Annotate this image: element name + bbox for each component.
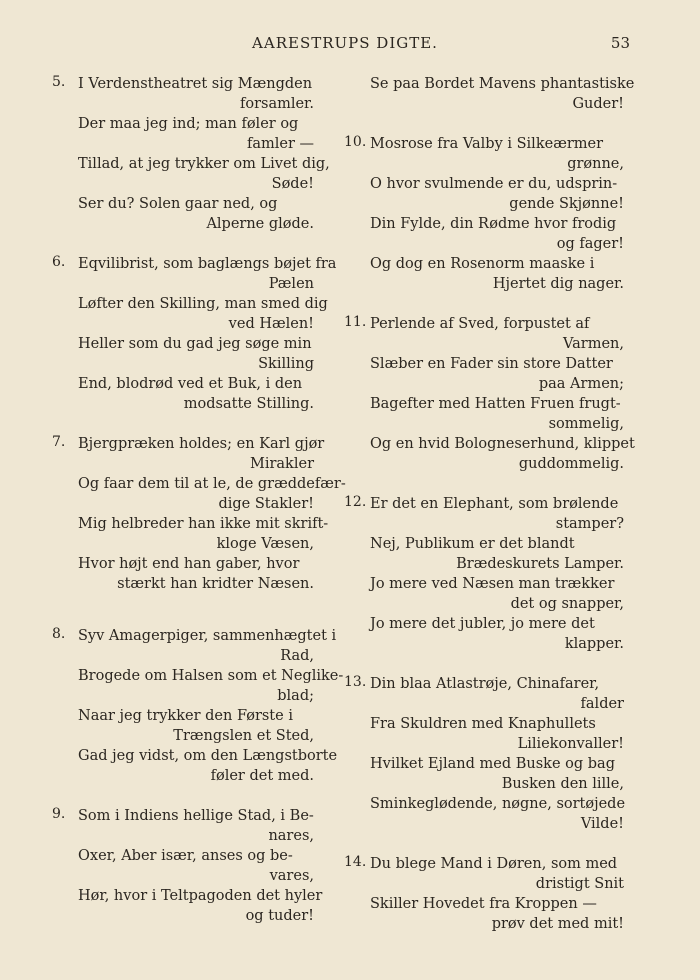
page-number: 53 (610, 34, 630, 52)
verse-line: Er det en Elephant, som brølende (370, 496, 619, 512)
verse-line: og tuder! (245, 908, 314, 924)
verse-line: det og snapper, (510, 596, 624, 612)
stanza-number: 14. (344, 854, 367, 870)
running-title: AARESTRUPS DIGTE. (252, 34, 438, 52)
verse-line: Alperne gløde. (206, 216, 314, 232)
verse-line: O hvor svulmende er du, udsprin- (370, 176, 618, 192)
verse-line: Trængslen et Sted, (173, 728, 314, 744)
verse-line: dige Stakler! (218, 496, 314, 512)
verse-line: Mosrose fra Valby i Silkeærmer (370, 136, 604, 152)
verse-line: blad; (277, 688, 314, 704)
verse-line: Hjertet dig nager. (492, 276, 624, 292)
verse-line: Nej, Publikum er det blandt (370, 536, 575, 552)
verse-line: Du blege Mand i Døren, som med (370, 856, 618, 872)
stanza-number: 8. (52, 626, 66, 642)
verse-line: stærkt han kridter Næsen. (117, 576, 314, 592)
stanza (344, 674, 624, 834)
verse-line: paa Armen; (538, 376, 624, 392)
verse-line: End, blodrød ved et Buk, i den (78, 376, 303, 392)
verse-line: Gad jeg vidst, om den Længstborte (78, 748, 338, 764)
stanza (52, 434, 346, 594)
verse-line: Rad, (280, 648, 314, 664)
verse-line: grønne, (567, 156, 624, 172)
verse-line: forsamler. (239, 96, 314, 112)
verse-line: Eqvilibrist, som baglængs bøjet fra (78, 256, 337, 272)
stanza (52, 806, 323, 926)
verse-line: Søde! (271, 176, 314, 192)
verse-line: Hvilket Ejland med Buske og bag (370, 756, 615, 772)
stanza (52, 74, 330, 234)
verse-line: Brædeskurets Lamper. (456, 556, 624, 572)
verse-line: nares, (268, 828, 314, 844)
verse-line: I Verdenstheatret sig Mængden (78, 76, 313, 92)
verse-line: Løfter den Skilling, man smed dig (78, 296, 328, 312)
verse-line: dristigt Snit (535, 876, 624, 892)
verse-line: Skilling (258, 356, 314, 372)
verse-line: føler det med. (210, 768, 314, 784)
verse-line: Pælen (268, 276, 314, 292)
stanza-number: 13. (344, 674, 367, 690)
stanza (344, 314, 635, 474)
verse-line: famler — (246, 136, 314, 152)
verse-line: Brogede om Halsen som et Neglike- (78, 668, 344, 684)
verse-line: Hvor højt end han gaber, hvor (78, 556, 300, 572)
verse-line: Perlende af Sved, forpustet af (370, 316, 590, 332)
verse-line: Din Fylde, din Rødme hvor frodig (370, 216, 617, 232)
verse-line: Guder! (572, 96, 624, 112)
verse-line: Hør, hvor i Teltpagoden det hyler (78, 888, 323, 904)
stanza-number: 5. (52, 74, 66, 90)
verse-line: Se paa Bordet Mavens phantastiske (370, 76, 635, 92)
verse-line: Skiller Hovedet fra Kroppen — (370, 896, 597, 912)
stanza-number: 6. (52, 254, 66, 270)
stanza (344, 854, 624, 934)
stanza (344, 74, 635, 114)
verse-line: Som i Indiens hellige Stad, i Be- (78, 808, 314, 824)
verse-line: stamper? (555, 516, 624, 532)
verse-line: Bjergpræken holdes; en Karl gjør (78, 436, 325, 452)
stanza-number: 10. (344, 134, 367, 150)
verse-line: Mig helbreder han ikke mit skrift- (78, 516, 329, 532)
verse-line: Vilde! (580, 816, 624, 832)
verse-line: modsatte Stilling. (183, 396, 314, 412)
verse-line: sommelig, (548, 416, 624, 432)
verse-line: klapper. (564, 636, 624, 652)
stanza-number: 11. (344, 314, 367, 330)
verse-line: Bagefter med Hatten Fruen frugt- (370, 396, 621, 412)
verse-line: Busken den lille, (501, 776, 624, 792)
running-header (60, 34, 630, 58)
verse-line: Varmen, (563, 336, 624, 352)
verse-line: og fager! (556, 236, 624, 252)
verse-line: Oxer, Aber især, anses og be- (78, 848, 293, 864)
verse-line: Der maa jeg ind; man føler og (78, 116, 299, 132)
verse-line: Din blaa Atlastrøje, Chinafarer, (370, 676, 600, 692)
verse-line: Slæber en Fader sin store Datter (370, 356, 613, 372)
verse-line: Heller som du gad jeg søge min (78, 336, 312, 352)
verse-line: vares, (269, 868, 314, 884)
stanza (344, 494, 624, 654)
verse-line: gende Skjønne! (509, 196, 624, 212)
verse-line: Og en hvid Bologneserhund, klippet (370, 436, 635, 452)
verse-line: Tillad, at jeg trykker om Livet dig, (78, 156, 330, 172)
verse-line: Naar jeg trykker den Første i (78, 708, 293, 724)
verse-line: falder (580, 696, 624, 712)
verse-line: ved Hælen! (228, 316, 314, 332)
verse-line: Jo mere ved Næsen man trækker (370, 576, 615, 592)
stanza (52, 626, 344, 786)
verse-line: Sminkeglødende, nøgne, sortøjede (370, 796, 626, 812)
verse-line: Liliekonvaller! (517, 736, 624, 752)
stanza-number: 7. (52, 434, 66, 450)
verse-line: Og faar dem til at le, de græddefær- (78, 476, 346, 492)
verse-line: Jo mere det jubler, jo mere det (370, 616, 595, 632)
verse-line: kloge Væsen, (216, 536, 314, 552)
stanza (344, 134, 624, 294)
stanza-number: 9. (52, 806, 66, 822)
verse-line: Ser du? Solen gaar ned, og (78, 196, 278, 212)
verse-line: Fra Skuldren med Knaphullets (370, 716, 596, 732)
verse-line: guddommelig. (518, 456, 624, 472)
verse-line: prøv det med mit! (491, 916, 624, 932)
stanza (52, 254, 337, 414)
stanza-number: 12. (344, 494, 367, 510)
verse-line: Og dog en Rosenorm maaske i (370, 256, 595, 272)
verse-line: Mirakler (250, 456, 314, 472)
verse-line: Syv Amagerpiger, sammenhægtet i (78, 628, 337, 644)
